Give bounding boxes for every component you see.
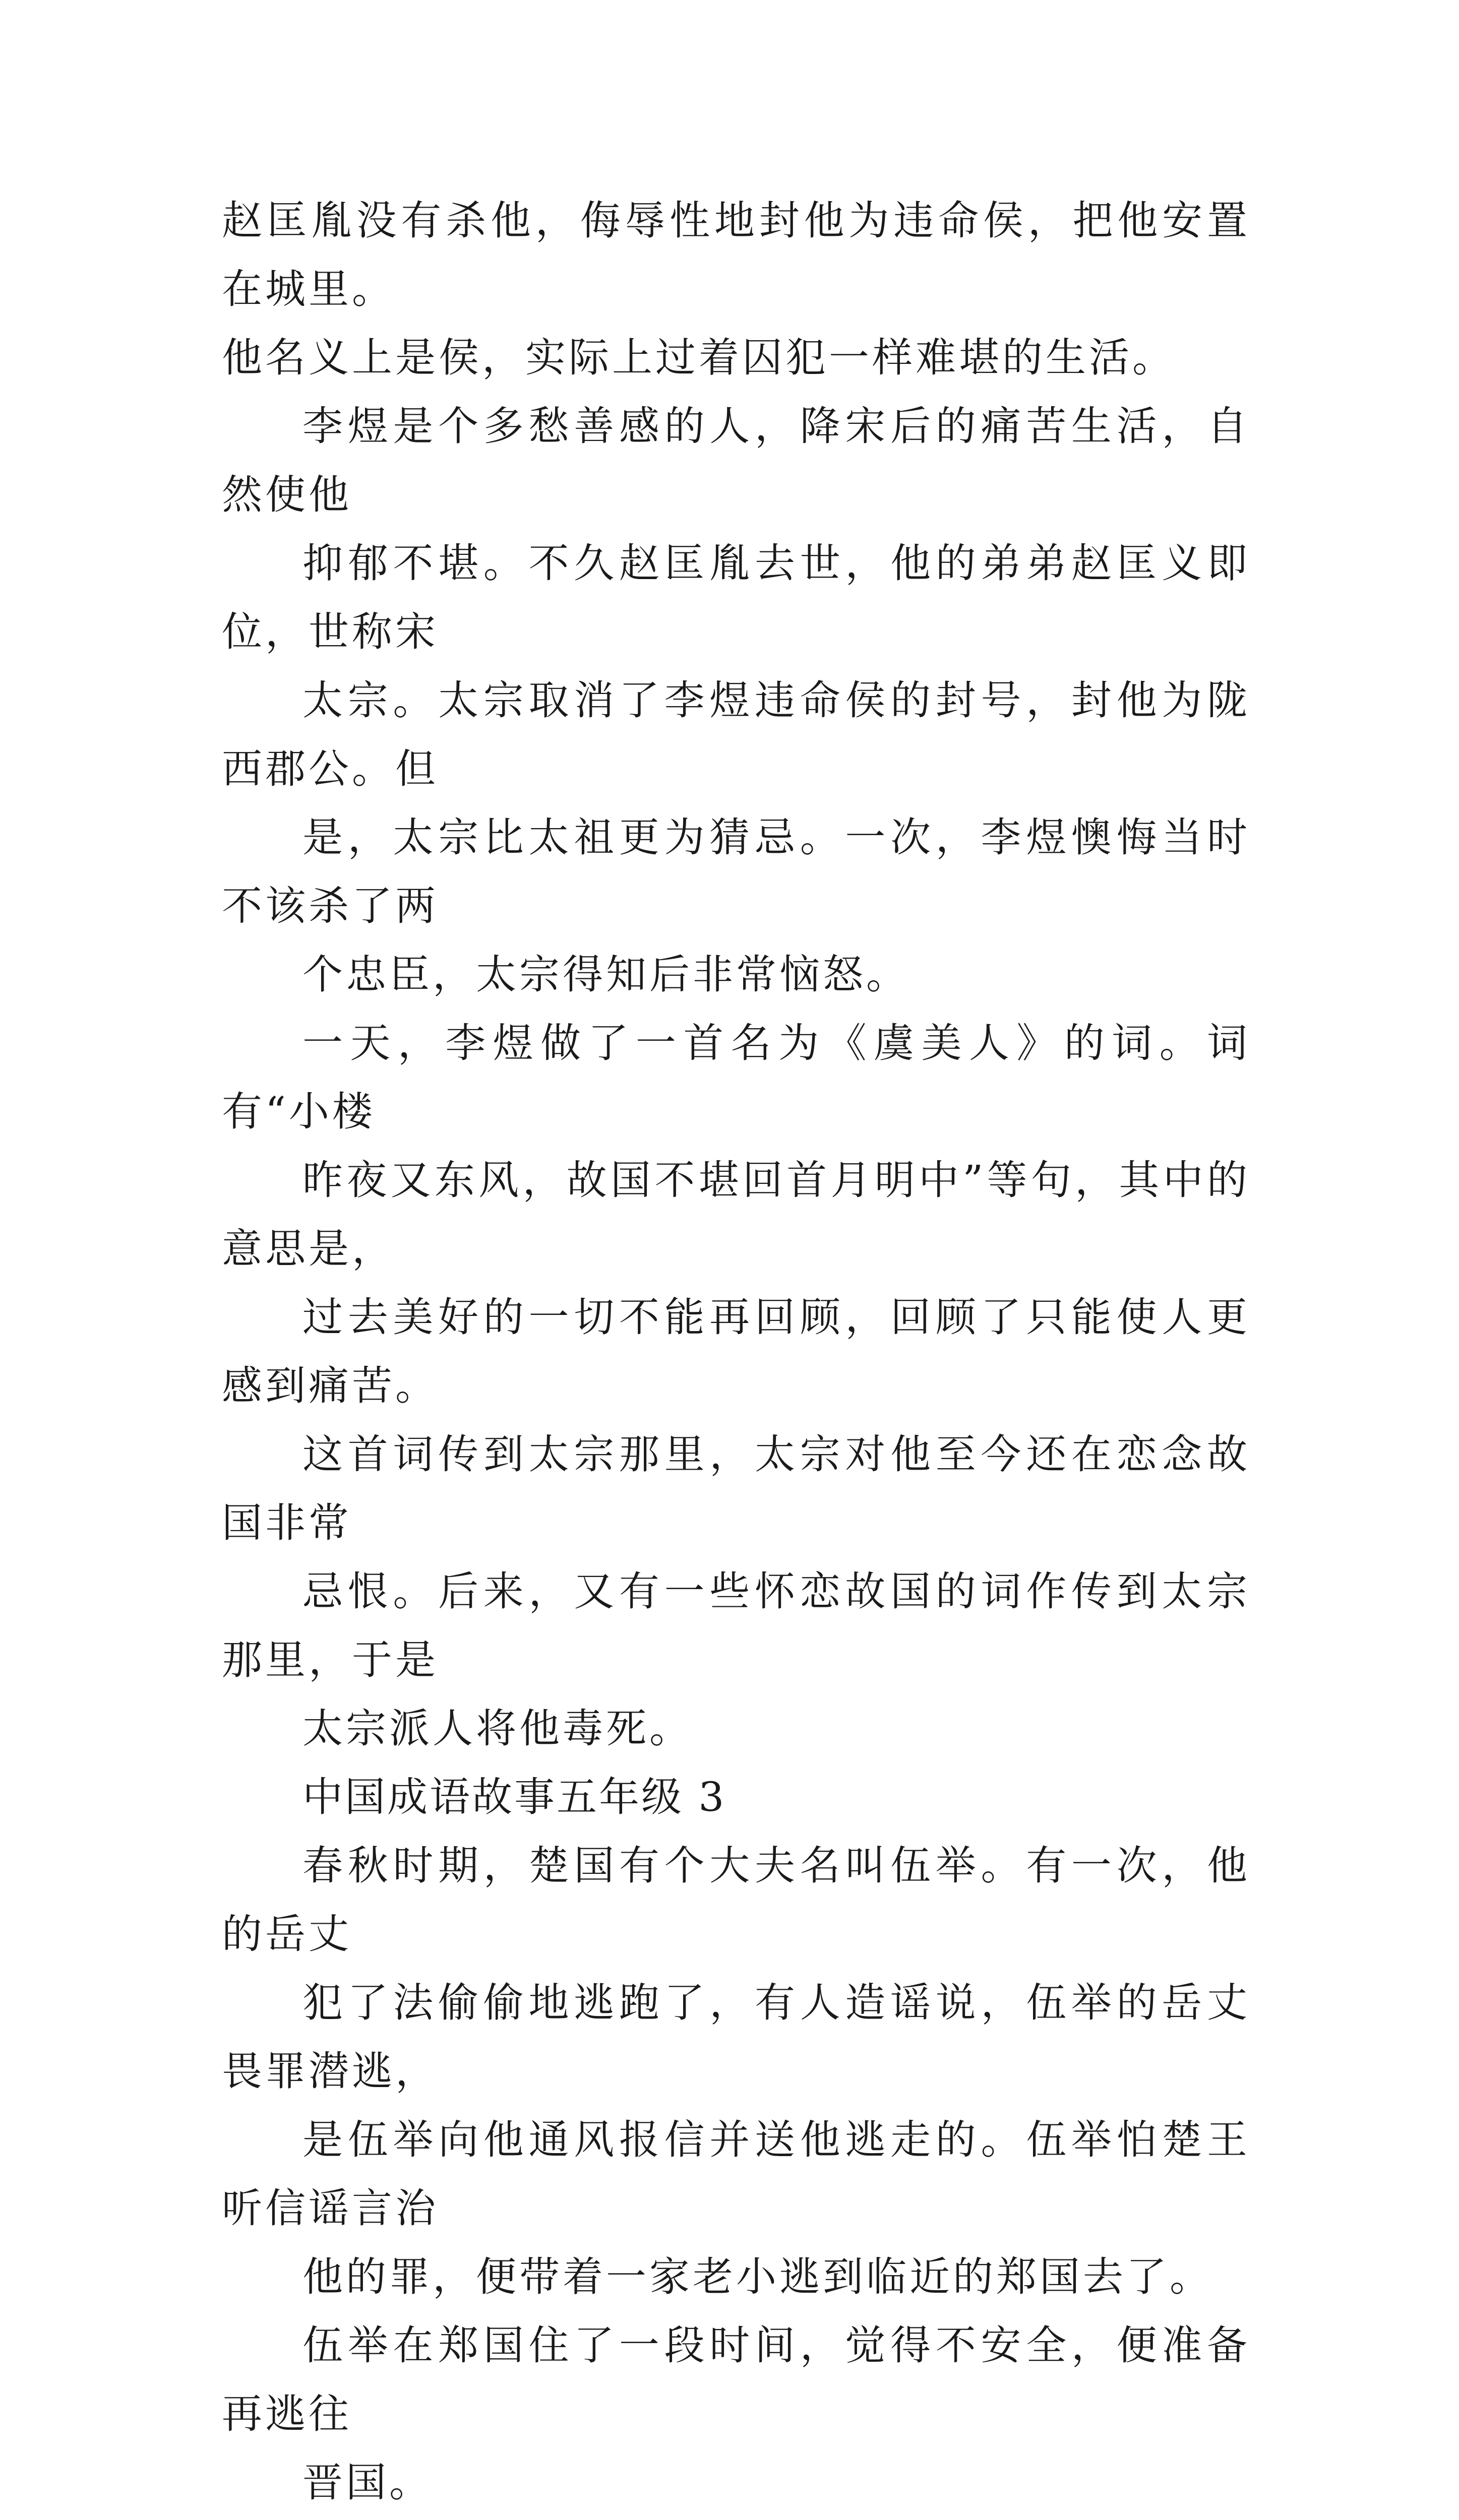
text-line: 他名义上是侯，实际上过着囚犯一样难堪的生活。 <box>222 334 1176 381</box>
section-heading <box>222 1763 1250 1832</box>
text-line: 伍举在郑国住了一段时间，觉得不安全，便准备再逃往 <box>222 2322 1250 2437</box>
text-line <box>222 2517 1250 2520</box>
text-line: 是伍举向他通风报信并送他逃走的。伍举怕楚王听信谣言治 <box>222 2116 1250 2232</box>
paragraph <box>222 186 1250 392</box>
text-line: 这首词传到太宗那里，太宗对他至今还在恋念故国非常 <box>222 1431 1250 1546</box>
text-line: 晋国。 <box>302 2459 433 2506</box>
text-line: 过去美好的一切不能再回顾，回顾了只能使人更感到痛苦。 <box>222 1294 1250 1409</box>
text-line: 太宗。太宗取消了李煜违命侯的封号，封他为陇西郡公。但 <box>222 677 1250 792</box>
text-line: 李煜是个多愁善感的人，降宋后的痛苦生活，自然使他 <box>222 403 1250 518</box>
paragraph <box>222 392 1250 1009</box>
paragraph <box>222 1009 1250 1420</box>
text-line: 他的罪，便带着一家老小逃到临近的郑国去了。 <box>302 2253 1213 2300</box>
paragraph <box>222 2517 1250 2520</box>
text-line: 昨夜又东风，故国不堪回首月明中”等句，其中的意思是， <box>222 1157 1250 1272</box>
paragraph <box>222 1420 1250 1763</box>
paragraph <box>222 1832 1250 2311</box>
text-line: 抑郁不堪。不久赵匡胤去世，他的弟弟赵匡义即位，世称宋 <box>222 540 1250 655</box>
paragraph <box>222 2311 1250 2517</box>
text-line: 一天，李煜做了一首名为《虞美人》的词。词有“小楼 <box>222 1020 1250 1135</box>
text-line: 春秋时期，楚国有个大夫名叫伍举。有一次，他的岳丈 <box>222 1842 1250 1958</box>
text-line: 赵匡胤没有杀他，侮辱性地封他为违命侯，把他安置在城里。 <box>222 197 1250 312</box>
text-line: 是，太宗比太祖更为猜忌。一次，李煜懊悔当时不该杀了两 <box>222 814 1250 929</box>
text-line: 忌恨。后来，又有一些怀恋故国的词作传到太宗那里，于是 <box>222 1568 1250 1683</box>
text-line: 犯了法偷偷地逃跑了，有人造谣说，伍举的岳丈畏罪潜逃， <box>222 1979 1250 2095</box>
text-line: 太宗派人将他毒死。 <box>302 1705 693 1752</box>
document-body <box>222 186 1250 2520</box>
text-line: 个忠臣，太宗得知后非常恼怒。 <box>302 951 909 998</box>
text-line: 中国成语故事五年级 3 <box>302 1774 726 1820</box>
